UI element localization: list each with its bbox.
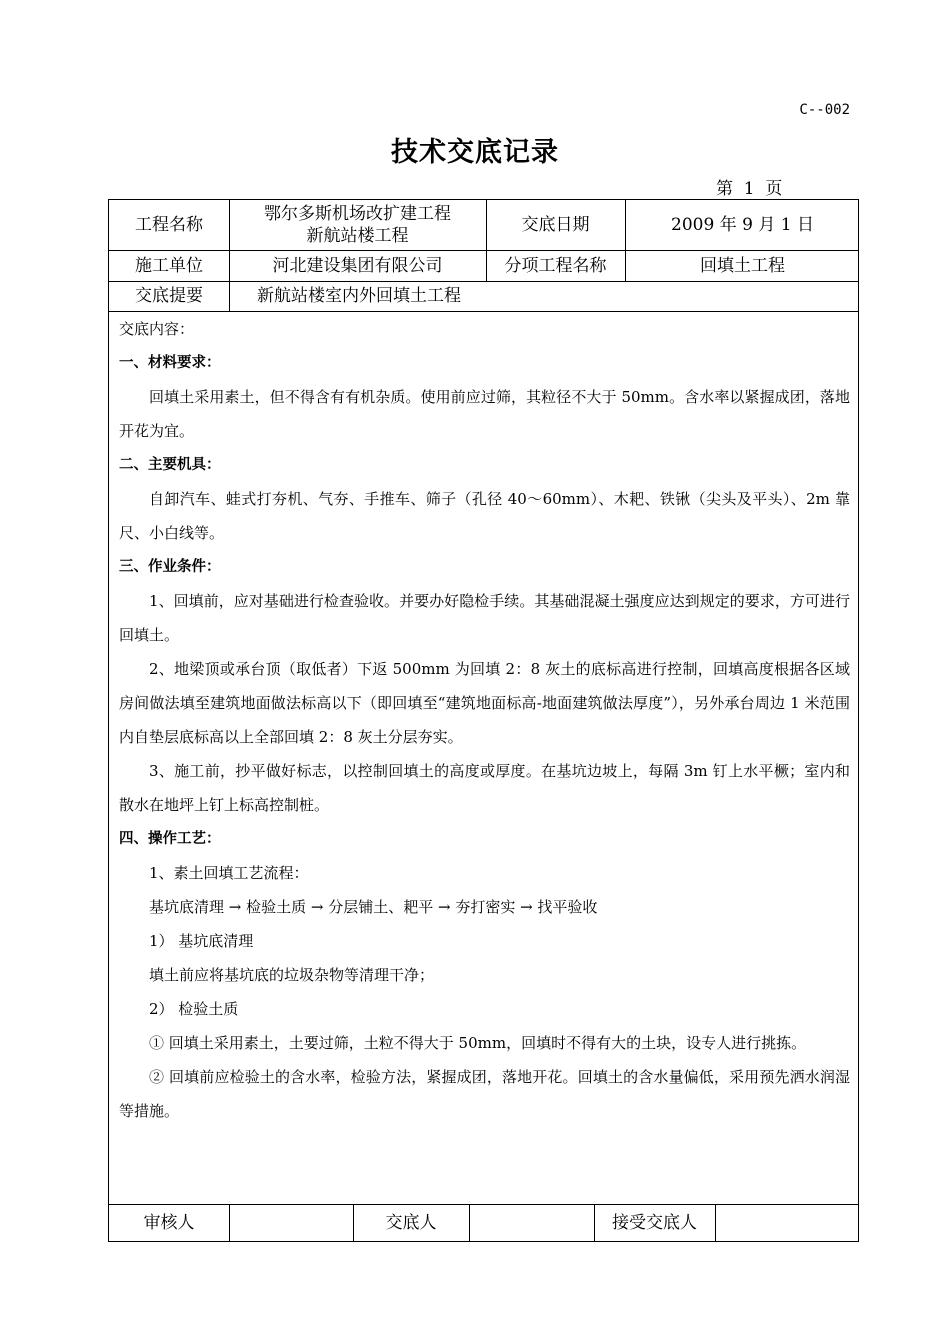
subproject-label: 分项工程名称 <box>504 255 607 276</box>
date-value: 2009 年 9 月 1 日 <box>671 215 814 235</box>
paragraph: 自卸汽车、蛙式打夯机、气夯、手推车、筛子（孔径 40～60mm）、木耙、铁锹（尖头及平头）、2m 靠尺、小白线等。 <box>119 490 850 542</box>
section-heading: 四、操作工艺： <box>119 831 221 847</box>
project-name-value <box>229 200 486 250</box>
discloser-signature-field[interactable] <box>469 1204 594 1242</box>
paragraph: 3、施工前，抄平做好标志，以控制回填土的高度或厚度。在基坑边坡上，每隔 3m 钉上水平橛；室内和散水在地坪上钉上标高控制桩。 <box>119 762 850 814</box>
subproject-value: 回填土工程 <box>700 255 785 276</box>
section-heading: 三、作业条件： <box>119 559 221 575</box>
paragraph: ② 回填前应检验土的含水率，检验方法，紧握成团，落地开花。回填土的含水量偏低，采用预先洒水润湿等措施。 <box>119 1068 850 1120</box>
receiver-label: 接受交底人 <box>612 1213 697 1233</box>
process-line: 填土前应将基坑底的垃圾杂物等清理干净； <box>149 966 435 984</box>
contractor-value: 河北建设集团有限公司 <box>272 255 443 276</box>
process-line: 2） 检验土质 <box>149 1000 239 1018</box>
document-title: 技术交底记录 <box>391 137 559 168</box>
project-name-line2: 新航站楼工程 <box>306 226 409 246</box>
project-name-line1: 鄂尔多斯机场改扩建工程 <box>264 204 451 224</box>
document-code: C--002 <box>799 102 850 118</box>
summary-value: 新航站楼室内外回填土工程 <box>257 286 461 306</box>
page-number: 第 1 页 <box>716 179 783 199</box>
content-intro: 交底内容： <box>119 320 195 338</box>
process-line: 1、素土回填工艺流程： <box>149 864 309 882</box>
section-heading: 二、主要机具： <box>119 457 221 473</box>
disclosure-form <box>108 199 859 1242</box>
reviewer-signature-field[interactable] <box>229 1204 353 1242</box>
process-line: 1） 基坑底清理 <box>149 932 254 950</box>
paragraph: 2、地梁顶或承台顶（取低者）下返 500mm 为回填 2：8 灰土的底标高进行控制，回填高度根据各区域房间做法填至建筑地面做法标高以下（即回填至“建筑地面标高-地面建筑做法厚度”），另外承台周边 1 米范围内自垫层底标高以上全部回填 2：8 灰土分层夯实。 <box>119 660 850 746</box>
disclosure-content <box>109 312 858 1128</box>
paragraph: 1、回填前，应对基础进行检查验收。并要办好隐检手续。其基础混凝土强度应达到规定的要求，方可进行回填土。 <box>119 592 850 644</box>
summary-label: 交底提要 <box>135 286 203 306</box>
contractor-label: 施工单位 <box>135 255 203 276</box>
process-flow: 基坑底清理 → 检验土质 → 分层铺土、耙平 → 夯打密实 → 找平验收 <box>149 898 598 916</box>
receiver-signature-field[interactable] <box>715 1204 860 1242</box>
discloser-label: 交底人 <box>385 1213 437 1233</box>
reviewer-label: 审核人 <box>143 1213 195 1233</box>
paragraph: ① 回填土采用素土，土要过筛，土粒不得大于 50mm，回填时不得有大的土块，设专人进行挑拣。 <box>149 1034 807 1052</box>
project-name-label: 工程名称 <box>135 215 203 235</box>
date-label: 交底日期 <box>521 215 590 235</box>
section-heading: 一、材料要求： <box>119 355 221 371</box>
paragraph: 回填土采用素土，但不得含有有机杂质。使用前应过筛，其粒径不大于 50mm。含水率以紧握成团，落地开花为宜。 <box>119 388 850 440</box>
